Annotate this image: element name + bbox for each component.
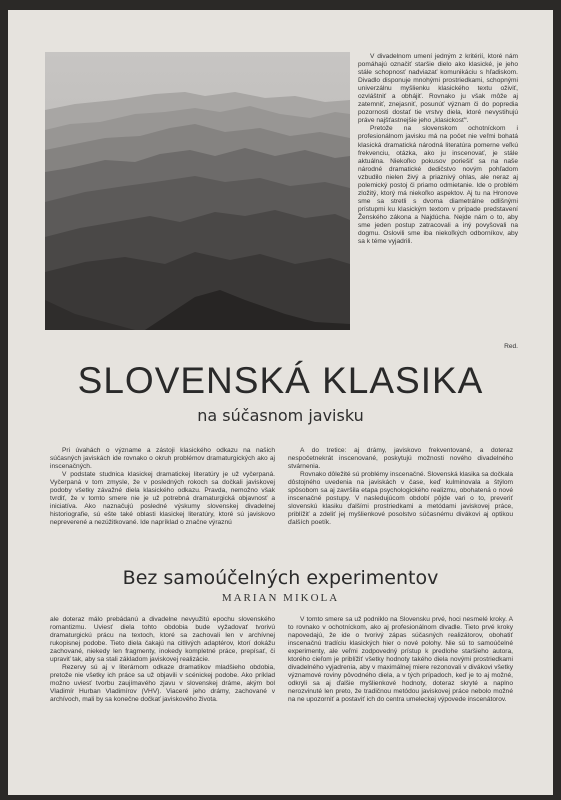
magazine-page [8, 10, 553, 795]
article-paragraph: Rezervy sú aj v literárnom odkaze dramatikov mladšieho obdobia, pretože nie všetky ich práce sa už objavili v scénickej podobe. Ako príklad možno uviesť tvorbu zaujímavého zjavu v slovenskej dráme, akým bol Vladimír Hurban Vladimírov (VHV). Viaceré jeho drámy, zachované v archívoch, mali by sa konečne dočkať javiskového života. [50, 664, 275, 704]
editorial-signature: Red. [504, 343, 518, 350]
article-paragraph: V tomto smere sa už podniklo na Slovensku prvé, hoci nesmelé kroky. A to rovnako v ochotníckom, ako aj profesionálnom divadle. Tieto prvé kroky napovedajú, že ide o tvorivý zápas súčasných realizátorov, obohatiť inscenačnú tradíciu klasických hier o nové polohy. Nie sú to samoúčelné experimenty, ale veľmi zodpovedný prístup k predlohe staršieho autora, ktorého cieľom je priblížiť všetky hodnoty takého diela novými prostriedkami divadelného vyjadrenia, aby v maximálnej miere rezonovali v divákovi všetky významové roviny pôvodného diela, a v tých prípadoch, keď je to aj možné, odkryli sa aj ďalšie myšlienkové hodnoty, doteraz skryté a naplno nerozvinuté len preto, že tradičnou metódou javiskovej práce nebolo možné na ne upozorniť a postaviť ich do centra umeleckej výpovede inscenátorov. [288, 616, 513, 704]
body-left-column [50, 447, 275, 527]
body-paragraph: Pri úvahách o význame a zástoji klasického odkazu na našich súčasných javiskách ide rovnako o okruh problémov dramaturgických ako aj inscenačných. [50, 447, 275, 471]
article-paragraph: ale doteraz málo prebádanú a divadelne nevyužitú epochu slovenského romantizmu. Uviesť diela tohto obdobia bude vyžadovať tvorivú dramaturgickú prácu na textoch, ktoré sa zachovali len v archívnej rukopisnej podobe. Tieto diela čakajú na citlivých adaptérov, ktorí dokážu zachované, niekedy len fragmenty, inokedy kompletné práce, prepísať, či upraviť tak, aby sa stali základom javiskovej realizácie. [50, 616, 275, 664]
article-left-column [50, 616, 275, 705]
page-title: SLOVENSKÁ KLASIKA [77, 360, 484, 401]
article-author: MARIAN MIKOLA [221, 592, 340, 604]
mountain-landscape-photo [45, 52, 350, 330]
article-heading: Bez samoúčelných experimentov [122, 567, 439, 589]
page-subtitle: na súčasnom javisku [197, 406, 364, 425]
body-right-column [288, 447, 513, 527]
article-right-column [288, 616, 513, 705]
intro-paragraph: V divadelnom umení jedným z kritérií, ktoré nám pomáhajú označiť staršie dielo ako klasické, je jeho stále schopnosť nadviazať komunikáciu s hľadiskom. Divadlo disponuje mnohými prostriedkami, schopnými univerzálnu myšlienku klasického textu oživiť, ozvláštniť a obhájiť. Rovnako ju však môže aj zatemniť, znejasniť, posunúť význam či do popredia pozornosti dostať tie vrstvy diela, ktoré nevystihujú práve najšťastnejšie jeho „klasickosť“. [358, 53, 518, 125]
body-paragraph: Rovnako dôležité sú problémy inscenačné. Slovenská klasika sa dočkala dôstojného uvedenia na javiskách v čase, keď kulminovala a štýlom spôsobom sa aj završila etapa psychologického realizmu, obohatená o nové inscenačné postupy. V nasledujúcom období pôjde vari o to, preveriť slovenskú klasiku ďalšími prostriedkami a metódami javiskovej práce, priblížiť a zdeliť jej myšlienkové posolstvo súčasnému divákovi aj optikou ďalších poetík. [288, 471, 513, 527]
intro-paragraph: Pretože na slovenskom ochotníckom i profesionálnom javisku má na počet nie veľmi bohatá klasická dramatická národná literatúra pomerne veľkú frekvenciu, otázka, ako ju inscenovať, je stále aktuálna. Niekoľko pokusov poriešiť sa na naše národné dramatické dedičstvo novým pohľadom vzbudilo nielen živý a priaznivý ohlas, ale neraz aj polemický postoj či priamo odmietanie. Ide o problém zložitý, ktorý má niekoľko aspektov. Aj tu na Hronove sme sa stretli s dvoma diametrálne odlišnými prístupmi ku klasickým textom v prípade predstavení Ženského zákona a Najdúcha. Nejde nám o to, aby sme jeden postup zatracovali a iný povyšovali na dogmu. Oslovili sme iba niekoľkých odborníkov, aby sa k téme vyjadrili. [358, 125, 518, 246]
body-paragraph: A do tretice: aj drámy, javiskovo frekventované, a doteraz nespočetnekrát inscenované, poskytujú možnosti nového divadelného stvárnenia. [288, 447, 513, 471]
body-paragraph: V podstate studnica klasickej dramatickej literatúry je už vyčerpaná. Vyčerpaná v tom zmysle, že v posledných rokoch sa dočkali javiskovej podoby všetky závažné diela klasického odkazu. Pravda, nemožno však tvrdiť, že v tomto smere nie je už potrebná dramaturgická objavnosť a iniciatíva. Ako naznačujú posledné výskumy slovenskej divadelnej historiografie, sú ešte také oblasti klasickej literatúry, ktoré sú javiskovo nepreverené a nezúžitkované. Ide napríklad o značne výraznú [50, 471, 275, 527]
mountain-landscape-image [45, 52, 350, 330]
intro-column [358, 53, 518, 246]
